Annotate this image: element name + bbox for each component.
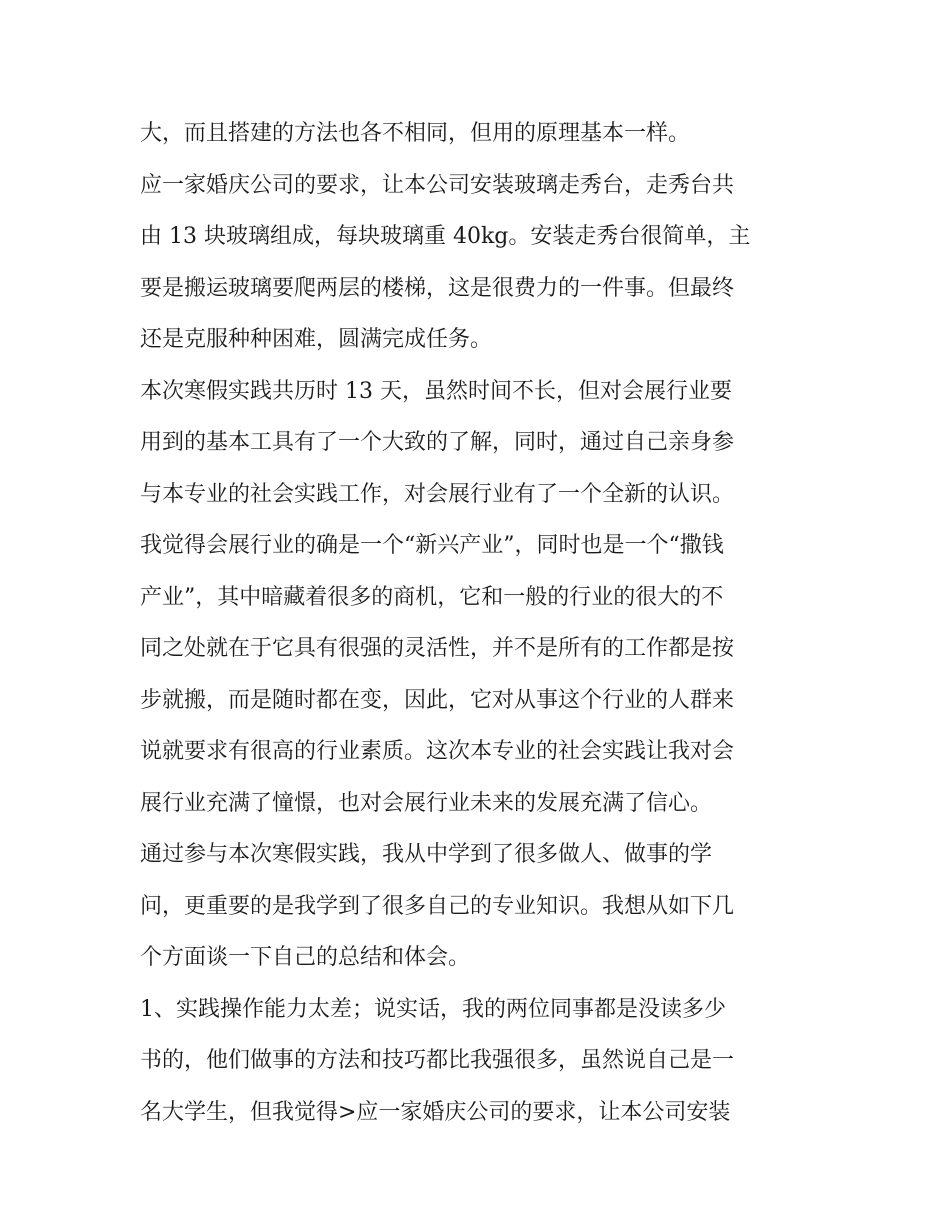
text-line: 展行业充满了憧憬，也对会展行业未来的发展充满了信心。 — [140, 790, 713, 816]
text-line: 1、实践操作能力太差；说实话，我的两位同事都是没读多少 — [140, 996, 726, 1022]
text-line: 大，而且搭建的方法也各不相同，但用的原理基本一样。 — [140, 121, 691, 146]
text-line: 步就搬，而是随时都在变，因此，它对从事这个行业的人群来 — [140, 687, 735, 713]
text-line: 本次寒假实践共历时 13 天，虽然时间不长，但对会展行业要 — [140, 378, 732, 404]
text-line: 我觉得会展行业的确是一个“新兴产业”，同时也是一个“撒钱 — [140, 533, 724, 558]
text-line: 由 13 块玻璃组成，每块玻璃重 40kg。安装走秀台很简单，主 — [140, 224, 751, 249]
text-line: 书的，他们做事的方法和技巧都比我强很多，虽然说自己是一 — [140, 1048, 735, 1073]
text-line: 名大学生，但我觉得>应一家婚庆公司的要求，让本公司安装 — [140, 1099, 731, 1125]
text-line: 产业”，其中暗藏着很多的商机，它和一般的行业的很大的不 — [140, 584, 724, 610]
text-line: 用到的基本工具有了一个大致的了解，同时，通过自己亲身参 — [140, 430, 735, 455]
text-line: 通过参与本次寒假实践，我从中学到了很多做人、做事的学 — [140, 842, 713, 867]
text-line: 还是克服种种困难，圆满完成任务。 — [140, 327, 493, 352]
text-line: 与本专业的社会实践工作，对会展行业有了一个全新的认识。 — [140, 481, 735, 507]
text-line: 说就要求有很高的行业素质。这次本专业的社会实践让我对会 — [140, 739, 735, 764]
text-line: 问，更重要的是我学到了很多自己的专业知识。我想从如下几 — [140, 893, 735, 919]
text-line: 个方面谈一下自己的总结和体会。 — [140, 945, 471, 970]
text-line: 应一家婚庆公司的要求，让本公司安装玻璃走秀台，走秀台共 — [140, 172, 735, 198]
document-body — [140, 108, 820, 1138]
text-line: 要是搬运玻璃要爬两层的楼梯，这是很费力的一件事。但最终 — [140, 275, 735, 301]
text-line: 同之处就在于它具有很强的灵活性，并不是所有的工作都是按 — [140, 636, 735, 661]
